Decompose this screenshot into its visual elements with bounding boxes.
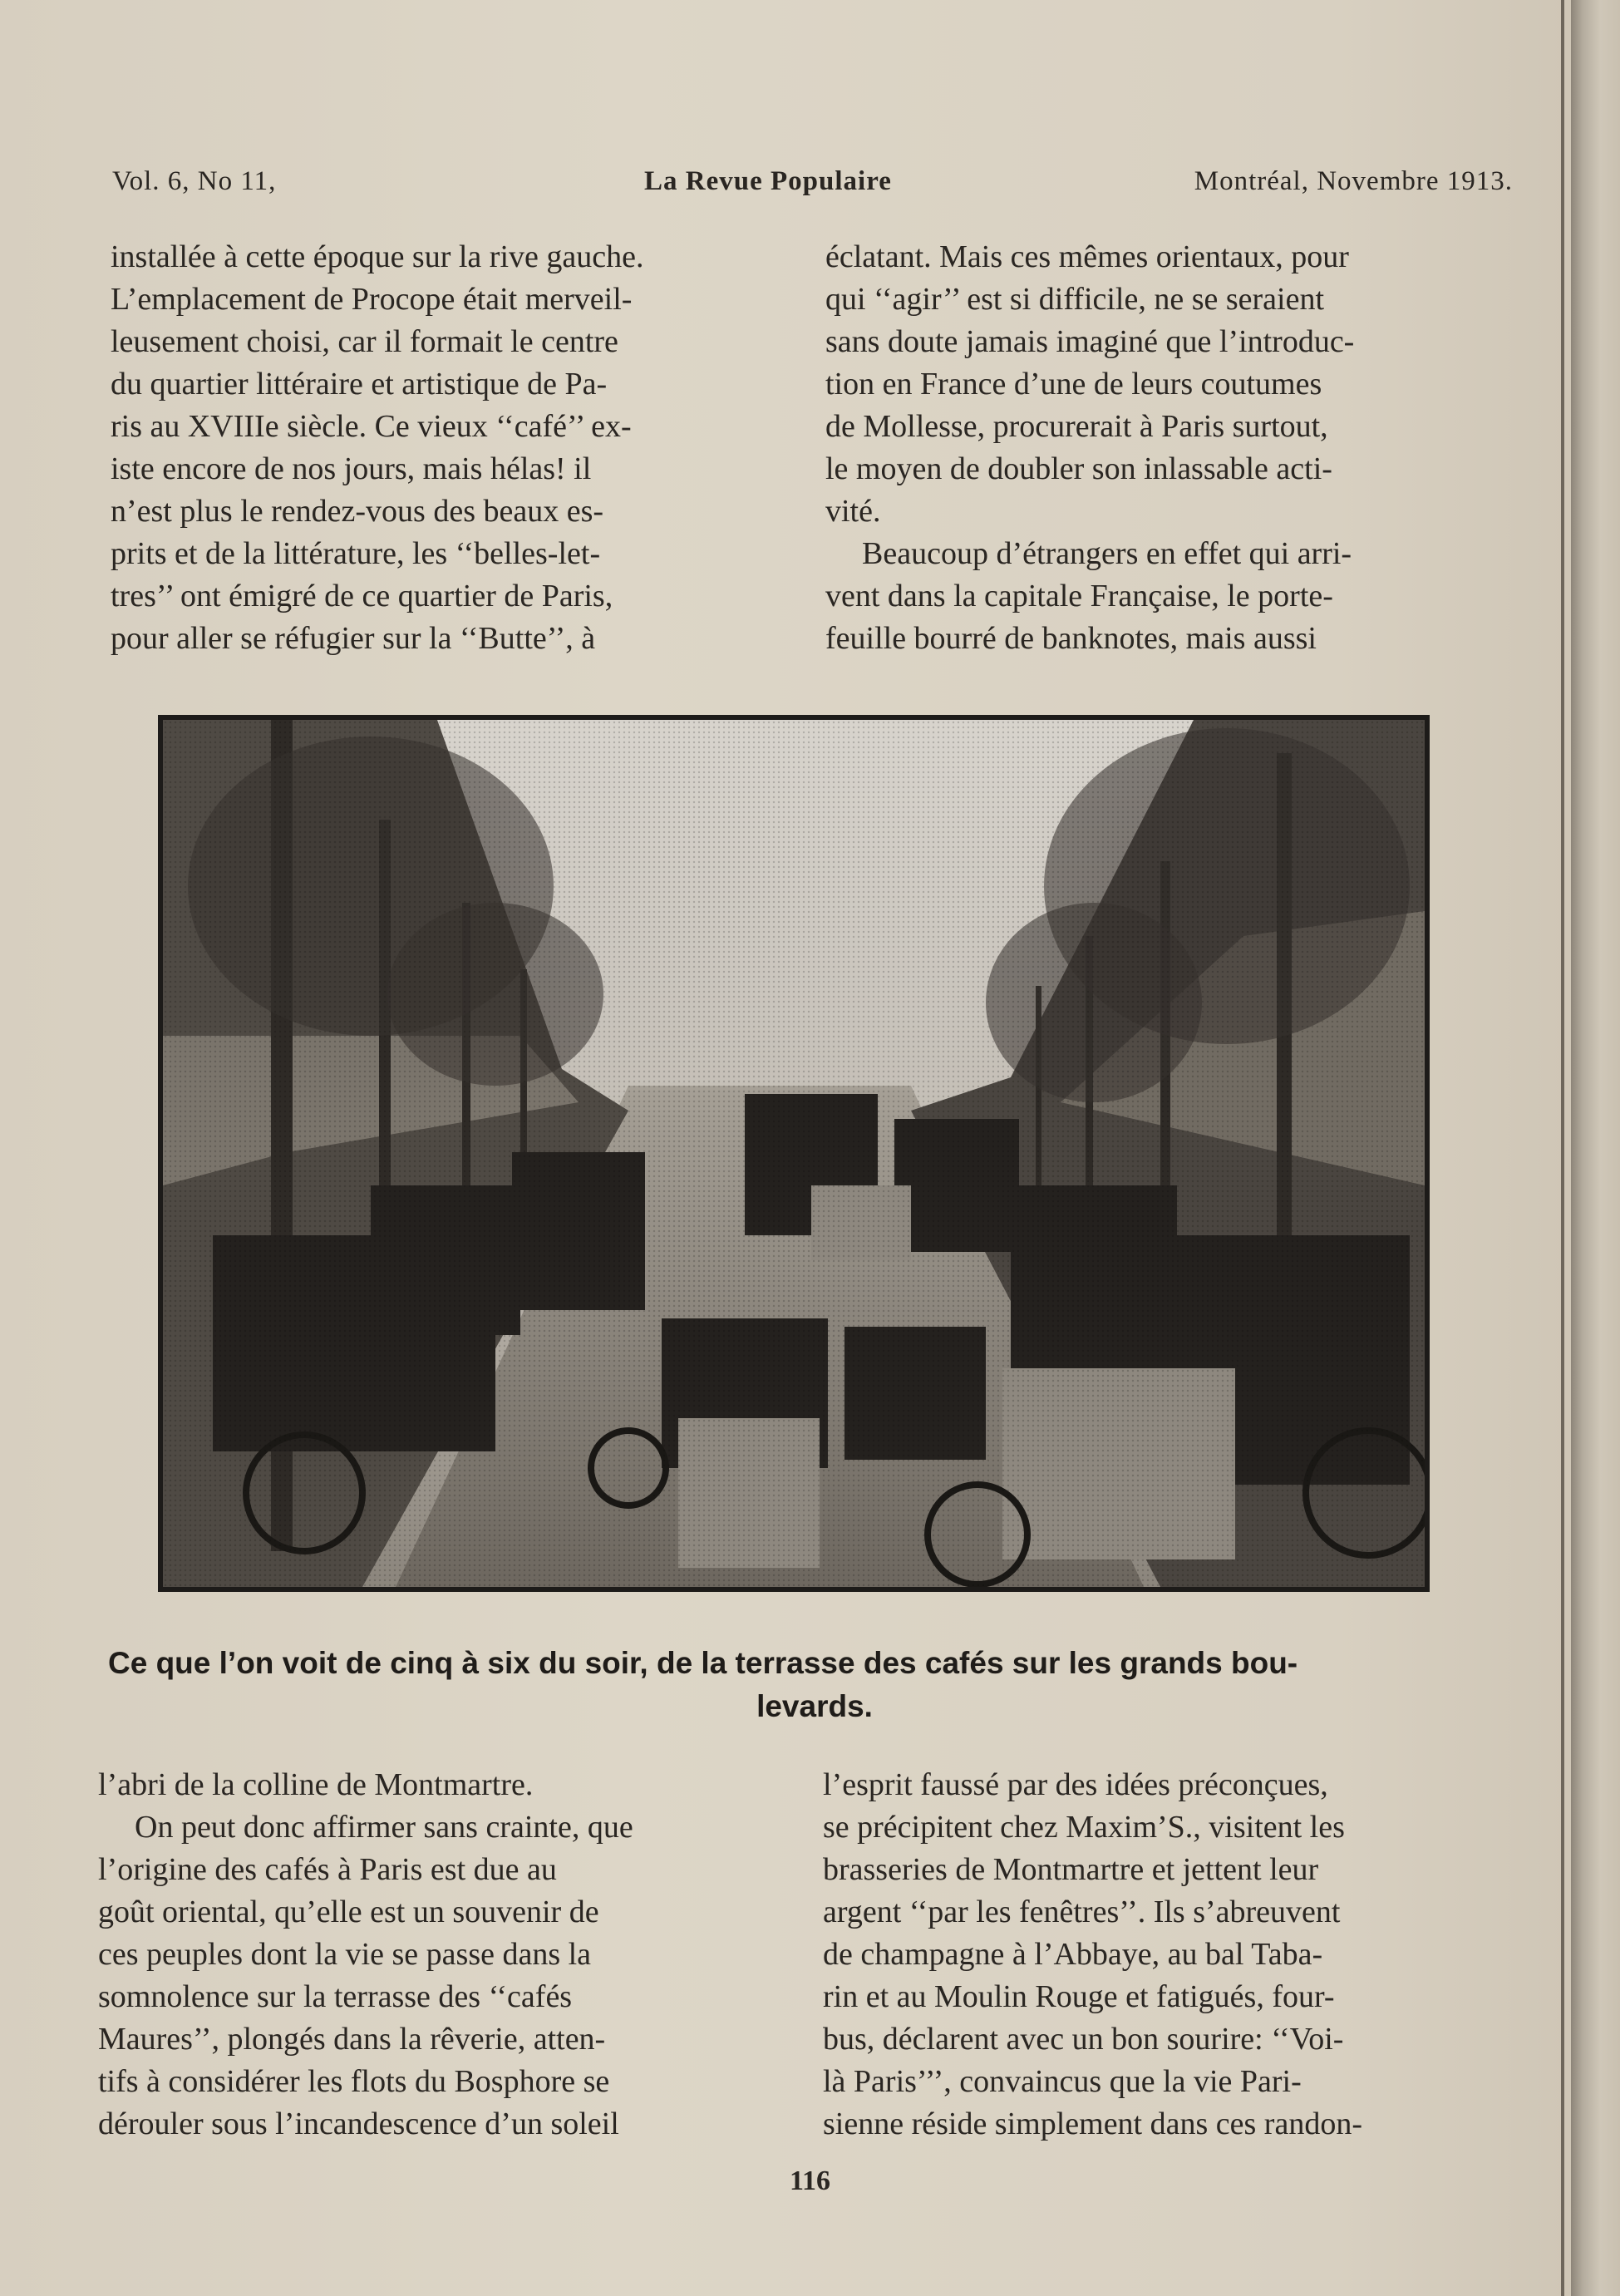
page-number: 116 bbox=[789, 2165, 831, 2196]
text-line: somnolence sur la terrasse des ‘‘cafés bbox=[98, 1979, 573, 2014]
text-line: se précipitent chez Maxim’S., visitent les bbox=[823, 1810, 1345, 1845]
text-line: pour aller se réfugier sur la ‘‘Butte’’, à bbox=[111, 621, 596, 656]
text-line: l’esprit faussé par des idées préconçues, bbox=[823, 1767, 1328, 1802]
text-line: là Paris’’’, convaincus que la vie Pari- bbox=[823, 2064, 1302, 2099]
caption-line: Ce que l’on voit de cinq à six du soir, de la terrasse des cafés sur les grands bou- bbox=[108, 1646, 1298, 1680]
text-line: goût oriental, qu’elle est un souvenir de bbox=[98, 1894, 599, 1929]
text-line: feuille bourré de banknotes, mais aussi bbox=[825, 621, 1317, 656]
text-line: éclatant. Mais ces mêmes orientaux, pour bbox=[825, 239, 1349, 274]
street-photograph bbox=[158, 715, 1430, 1592]
spine-edge bbox=[1561, 0, 1564, 2296]
text-line: tion en France d’une de leurs coutumes bbox=[825, 367, 1322, 402]
text-line: le moyen de doubler son inlassable acti- bbox=[825, 451, 1332, 486]
magazine-title: La Revue Populaire bbox=[644, 166, 892, 196]
text-line: ces peuples dont la vie se passe dans la bbox=[98, 1937, 592, 1972]
bottom-left-column bbox=[98, 1764, 770, 2146]
text-line: installée à cette époque sur la rive gauche. bbox=[111, 239, 644, 274]
text-line: n’est plus le rendez-vous des beaux es- bbox=[111, 494, 604, 529]
text-line: iste encore de nos jours, mais hélas! il bbox=[111, 451, 592, 486]
text-line: de champagne à l’Abbaye, au bal Taba- bbox=[823, 1937, 1323, 1972]
text-line: tifs à considérer les flots du Bosphore se bbox=[98, 2064, 610, 2099]
text-line: L’emplacement de Procope était merveil- bbox=[111, 282, 633, 317]
text-line: vent dans la capitale Française, le porte- bbox=[825, 579, 1333, 613]
text-line: Beaucoup d’étrangers en effet qui arri- bbox=[862, 536, 1352, 571]
text-line: ris au XVIIIe siècle. Ce vieux ‘‘café’’ ex- bbox=[111, 409, 632, 444]
bottom-right-column bbox=[823, 1764, 1494, 2146]
text-line: qui ‘‘agir’’ est si difficile, ne se seraient bbox=[825, 282, 1325, 317]
book-spine bbox=[1571, 0, 1620, 2296]
text-line: sans doute jamais imaginé que l’introduc- bbox=[825, 324, 1355, 359]
text-line: tres’’ ont émigré de ce quartier de Paris, bbox=[111, 579, 613, 613]
place-and-date: Montréal, Novembre 1913. bbox=[1194, 166, 1513, 196]
photo-caption bbox=[108, 1642, 1521, 1728]
text-line: l’abri de la colline de Montmartre. bbox=[98, 1767, 534, 1802]
street-photo-image bbox=[163, 720, 1425, 1587]
text-line: rin et au Moulin Rouge et fatigués, four- bbox=[823, 1979, 1335, 2014]
volume-number: Vol. 6, No 11, bbox=[112, 166, 277, 196]
text-line: vité. bbox=[825, 494, 881, 529]
text-line: l’origine des cafés à Paris est due au bbox=[98, 1852, 557, 1887]
top-left-column bbox=[111, 236, 782, 660]
text-line: du quartier littéraire et artistique de Pa- bbox=[111, 367, 608, 402]
text-line: Maures’’, plongés dans la rêverie, atten- bbox=[98, 2022, 606, 2057]
text-line: bus, déclarent avec un bon sourire: ‘‘Voi- bbox=[823, 2022, 1344, 2057]
text-line: de Mollesse, procurerait à Paris surtout, bbox=[825, 409, 1328, 444]
text-line: leusement choisi, car il formait le centre bbox=[111, 324, 618, 359]
running-header bbox=[112, 166, 1513, 203]
text-line: prits et de la littérature, les ‘‘belles-let- bbox=[111, 536, 601, 571]
top-right-column bbox=[825, 236, 1497, 660]
caption-line: levards. bbox=[756, 1689, 873, 1723]
text-line: brasseries de Montmartre et jettent leur bbox=[823, 1852, 1319, 1887]
text-line: argent ‘‘par les fenêtres’’. Ils s’abreuvent bbox=[823, 1894, 1341, 1929]
text-line: On peut donc affirmer sans crainte, que bbox=[135, 1810, 633, 1845]
text-line: sienne réside simplement dans ces randon- bbox=[823, 2106, 1362, 2141]
text-line: dérouler sous l’incandescence d’un soleil bbox=[98, 2106, 619, 2141]
